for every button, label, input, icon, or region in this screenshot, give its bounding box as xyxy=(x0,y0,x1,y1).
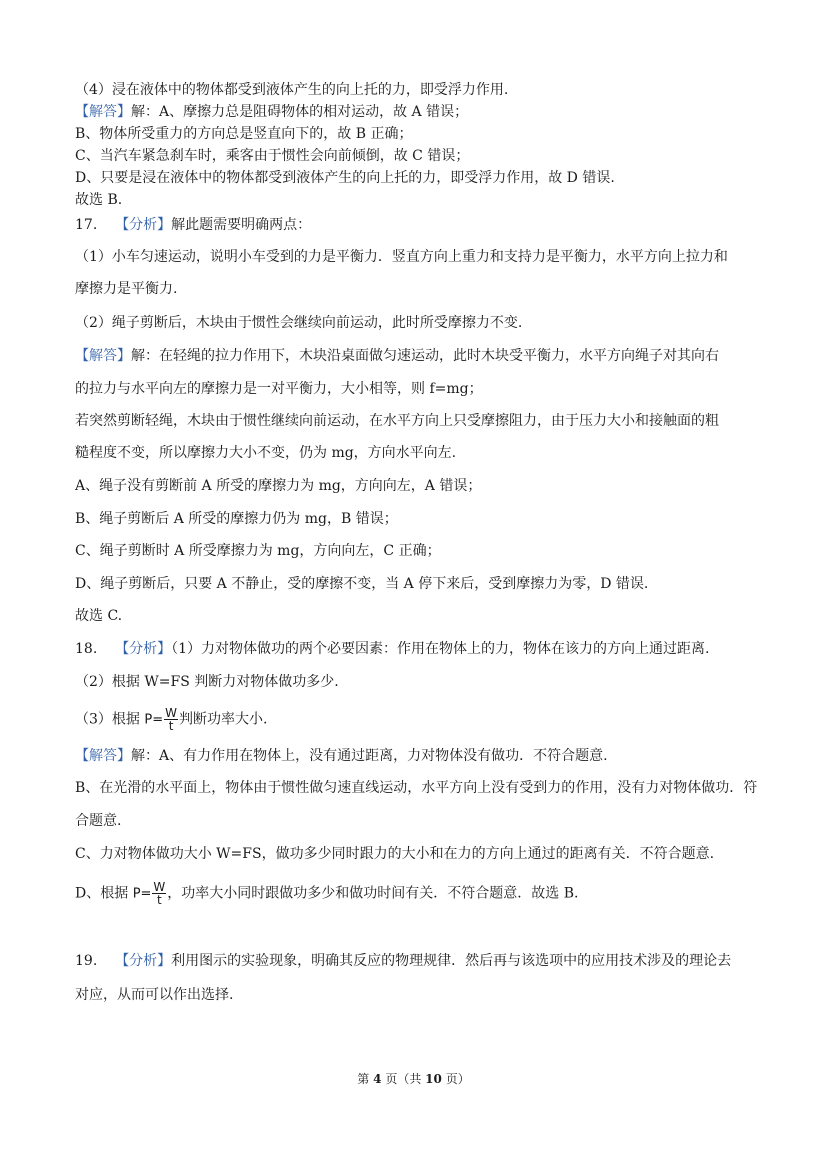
q17-answer-text-1: 解：在轻绳的拉力作用下，木块沿桌面做匀速运动，此时木块受平衡力，水平方向绳子对其向右 xyxy=(131,348,719,364)
q18-point-2: （2）根据 W=FS 判断力对物体做功多少. xyxy=(75,674,339,690)
q18-point-3 xyxy=(75,707,267,732)
q17-point-1a: （1）小车匀速运动，说明小车受到的力是平衡力．竖直方向上重力和支持力是平衡力，水平方向上拉力和 xyxy=(75,249,728,265)
q18-answer-line-1 xyxy=(75,746,608,766)
q17-point-1b: 摩擦力是平衡力. xyxy=(75,281,178,297)
q16-answer-line xyxy=(75,102,468,122)
q17-answer-line-2: 的拉力与水平向左的摩擦力是一对平衡力，大小相等，则 f=mg； xyxy=(75,381,483,397)
analysis-tag: 【分析】 xyxy=(115,641,172,657)
q17-number: 17. xyxy=(75,217,98,233)
q18-answer-5-pre: D、根据 xyxy=(75,885,129,902)
q16-line-5: D、只要是浸在液体中的物体都受到液体产生的向上托的力，即受浮力作用，故 D 错误. xyxy=(75,170,615,186)
q19-point-1: 利用图示的实验现象，明确其反应的物理规律．然后再与该选项中的应用技术涉及的理论去 xyxy=(171,953,732,969)
q17-answer-line-1 xyxy=(75,346,719,366)
answer-tag: 【解答】 xyxy=(75,348,131,364)
q18-point-3-post: 判断功率大小. xyxy=(178,711,268,728)
formula-denominator: t xyxy=(168,719,174,733)
q16-line-3: B、物体所受重力的方向总是竖直向下的，故 B 正确； xyxy=(75,126,413,142)
q19-heading xyxy=(75,951,731,971)
q17-answer-line-4: 糙程度不变，所以摩擦力大小不变，仍为 mg，方向水平向左. xyxy=(75,445,457,461)
q17-option-a: A、绳子没有剪断前 A 所受的摩擦力为 mg，方向向左，A 错误； xyxy=(75,478,482,494)
page-footer xyxy=(0,1070,827,1087)
power-formula-lhs: P= xyxy=(132,886,152,902)
q18-heading xyxy=(75,639,709,659)
q16-line-4: C、当汽车紧急刹车时，乘客由于惯性会向前倾倒，故 C 错误； xyxy=(75,148,470,164)
footer-page-number: 4 xyxy=(373,1072,382,1086)
q18-number: 18. xyxy=(75,641,98,657)
q17-heading xyxy=(75,215,311,235)
q18-answer-5-post: ，功率大小同时跟做功多少和做功时间有关．不符合题意．故选 B. xyxy=(167,885,579,902)
footer-post: 页） xyxy=(445,1072,470,1086)
footer-pre: 第 xyxy=(357,1072,370,1086)
q18-answer-line-3: 合题意. xyxy=(75,813,122,829)
q16-line-1: （4）浸在液体中的物体都受到液体产生的向上托的力，即受浮力作用. xyxy=(75,82,509,98)
power-formula-lhs: P= xyxy=(144,712,164,728)
q18-answer-line-5 xyxy=(75,881,578,906)
q18-point-1: （1）力对物体做功的两个必要因素：作用在物体上的力，物体在该力的方向上通过距离. xyxy=(171,641,710,657)
q17-point-2: （2）绳子剪断后，木块由于惯性会继续向前运动，此时所受摩擦力不变. xyxy=(75,315,523,331)
q19-point-2: 对应，从而可以作出选择. xyxy=(75,987,234,1003)
q18-answer-text-1: 解：A、有力作用在物体上，没有通过距离，力对物体没有做功．不符合题意. xyxy=(131,748,608,764)
analysis-tag: 【分析】 xyxy=(115,953,172,969)
analysis-tag: 【分析】 xyxy=(115,217,172,233)
q17-answer-line-3: 若突然剪断轻绳，木块由于惯性继续向前运动，在水平方向上只受摩擦阻力，由于压力大小和接触面的粗 xyxy=(75,413,719,429)
power-formula-fraction xyxy=(152,881,166,906)
answer-tag: 【解答】 xyxy=(75,104,131,120)
q18-answer-line-2: B、在光滑的水平面上，物体由于惯性做匀速直线运动，水平方向上没有受到力的作用，没有力对物体做功．符 xyxy=(75,780,758,796)
q17-conclusion: 故选 C. xyxy=(75,608,123,624)
formula-denominator: t xyxy=(157,893,162,907)
q16-answer-text: 解：A、摩擦力总是阻碍物体的相对运动，故 A 错误； xyxy=(131,104,469,120)
q19-number: 19. xyxy=(75,953,98,969)
formula-numerator: W xyxy=(165,706,177,720)
footer-total-pages: 10 xyxy=(425,1072,442,1086)
power-formula-fraction xyxy=(164,707,178,732)
q17-intro: 解此题需要明确两点： xyxy=(171,217,312,233)
formula-numerator: W xyxy=(153,880,166,894)
q17-option-c: C、绳子剪断时 A 所受摩擦力为 mg，方向向左，C 正确； xyxy=(75,543,441,559)
answer-tag: 【解答】 xyxy=(75,748,131,764)
q18-answer-line-4: C、力对物体做功大小 W=FS，做功多少同时跟力的大小和在力的方向上通过的距离有关．不符合题意. xyxy=(75,846,715,862)
q16-line-6: 故选 B. xyxy=(75,192,123,208)
footer-mid: 页（共 xyxy=(385,1072,422,1086)
q17-option-d: D、绳子剪断后，只要 A 不静止，受的摩擦不变，当 A 停下来后，受到摩擦力为零，D 错误. xyxy=(75,576,649,592)
q18-point-3-pre: （3）根据 xyxy=(75,711,140,728)
q17-option-b: B、绳子剪断后 A 所受的摩擦力仍为 mg，B 错误； xyxy=(75,511,398,527)
